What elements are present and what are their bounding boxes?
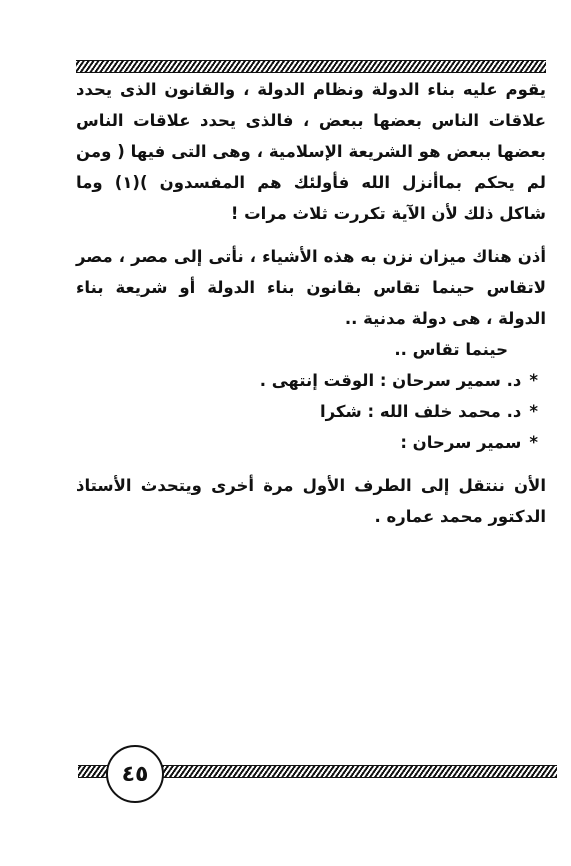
- line-when-measured: حينما تقاس ..: [394, 340, 508, 359]
- speaker-line-text: سمير سرحان :: [400, 433, 522, 452]
- body-text: [76, 74, 546, 532]
- page-number: ٤٥: [121, 761, 149, 787]
- bullet-asterisk: *: [529, 371, 538, 390]
- speaker-line-samir-sarhan: [76, 427, 546, 458]
- bullet-asterisk: *: [529, 433, 538, 452]
- paragraph-2: أذن هناك ميزان نزن به هذه الأشياء ، نأتى إلى مصر ، مصر لاتقاس حينما تقاس بقانون بناء الدولة أو شريعة بناء الدولة ، هى دولة مدنية ..: [76, 247, 546, 328]
- speaker-line-samir-sarhan-doctor: [76, 365, 546, 396]
- speaker-line-text: د. محمد خلف الله : شكرا: [319, 402, 522, 421]
- paragraph-1: يقوم عليه بناء الدولة ونظام الدولة ، والقانون الذى يحدد علاقات الناس بعضها ببعض ، فالذى يحدد علاقات الناس بعضها ببعض هو الشريعة الإسلامية ، وهى التى فيها ( ومن لم يحكم بماأنزل الله فأولئك هم المفسدون )(١) وما شاكل ذلك لأن الآية تكررت ثلاث مرات !: [76, 80, 547, 223]
- page-number-badge: [106, 745, 164, 803]
- speaker-line-mohamed-khalafallah: [76, 396, 546, 427]
- top-decorative-rule: [76, 60, 546, 73]
- bullet-asterisk: *: [529, 402, 538, 421]
- paragraph-closing: الأن ننتقل إلى الطرف الأول مرة أخرى ويتحدث الأستاذ الدكتور محمد عماره .: [76, 476, 546, 526]
- speaker-line-text: د. سمير سرحان : الوقت إنتهى .: [259, 371, 522, 390]
- bottom-decorative-rule-right: [160, 765, 557, 778]
- bottom-decorative-rule-left: [78, 765, 108, 778]
